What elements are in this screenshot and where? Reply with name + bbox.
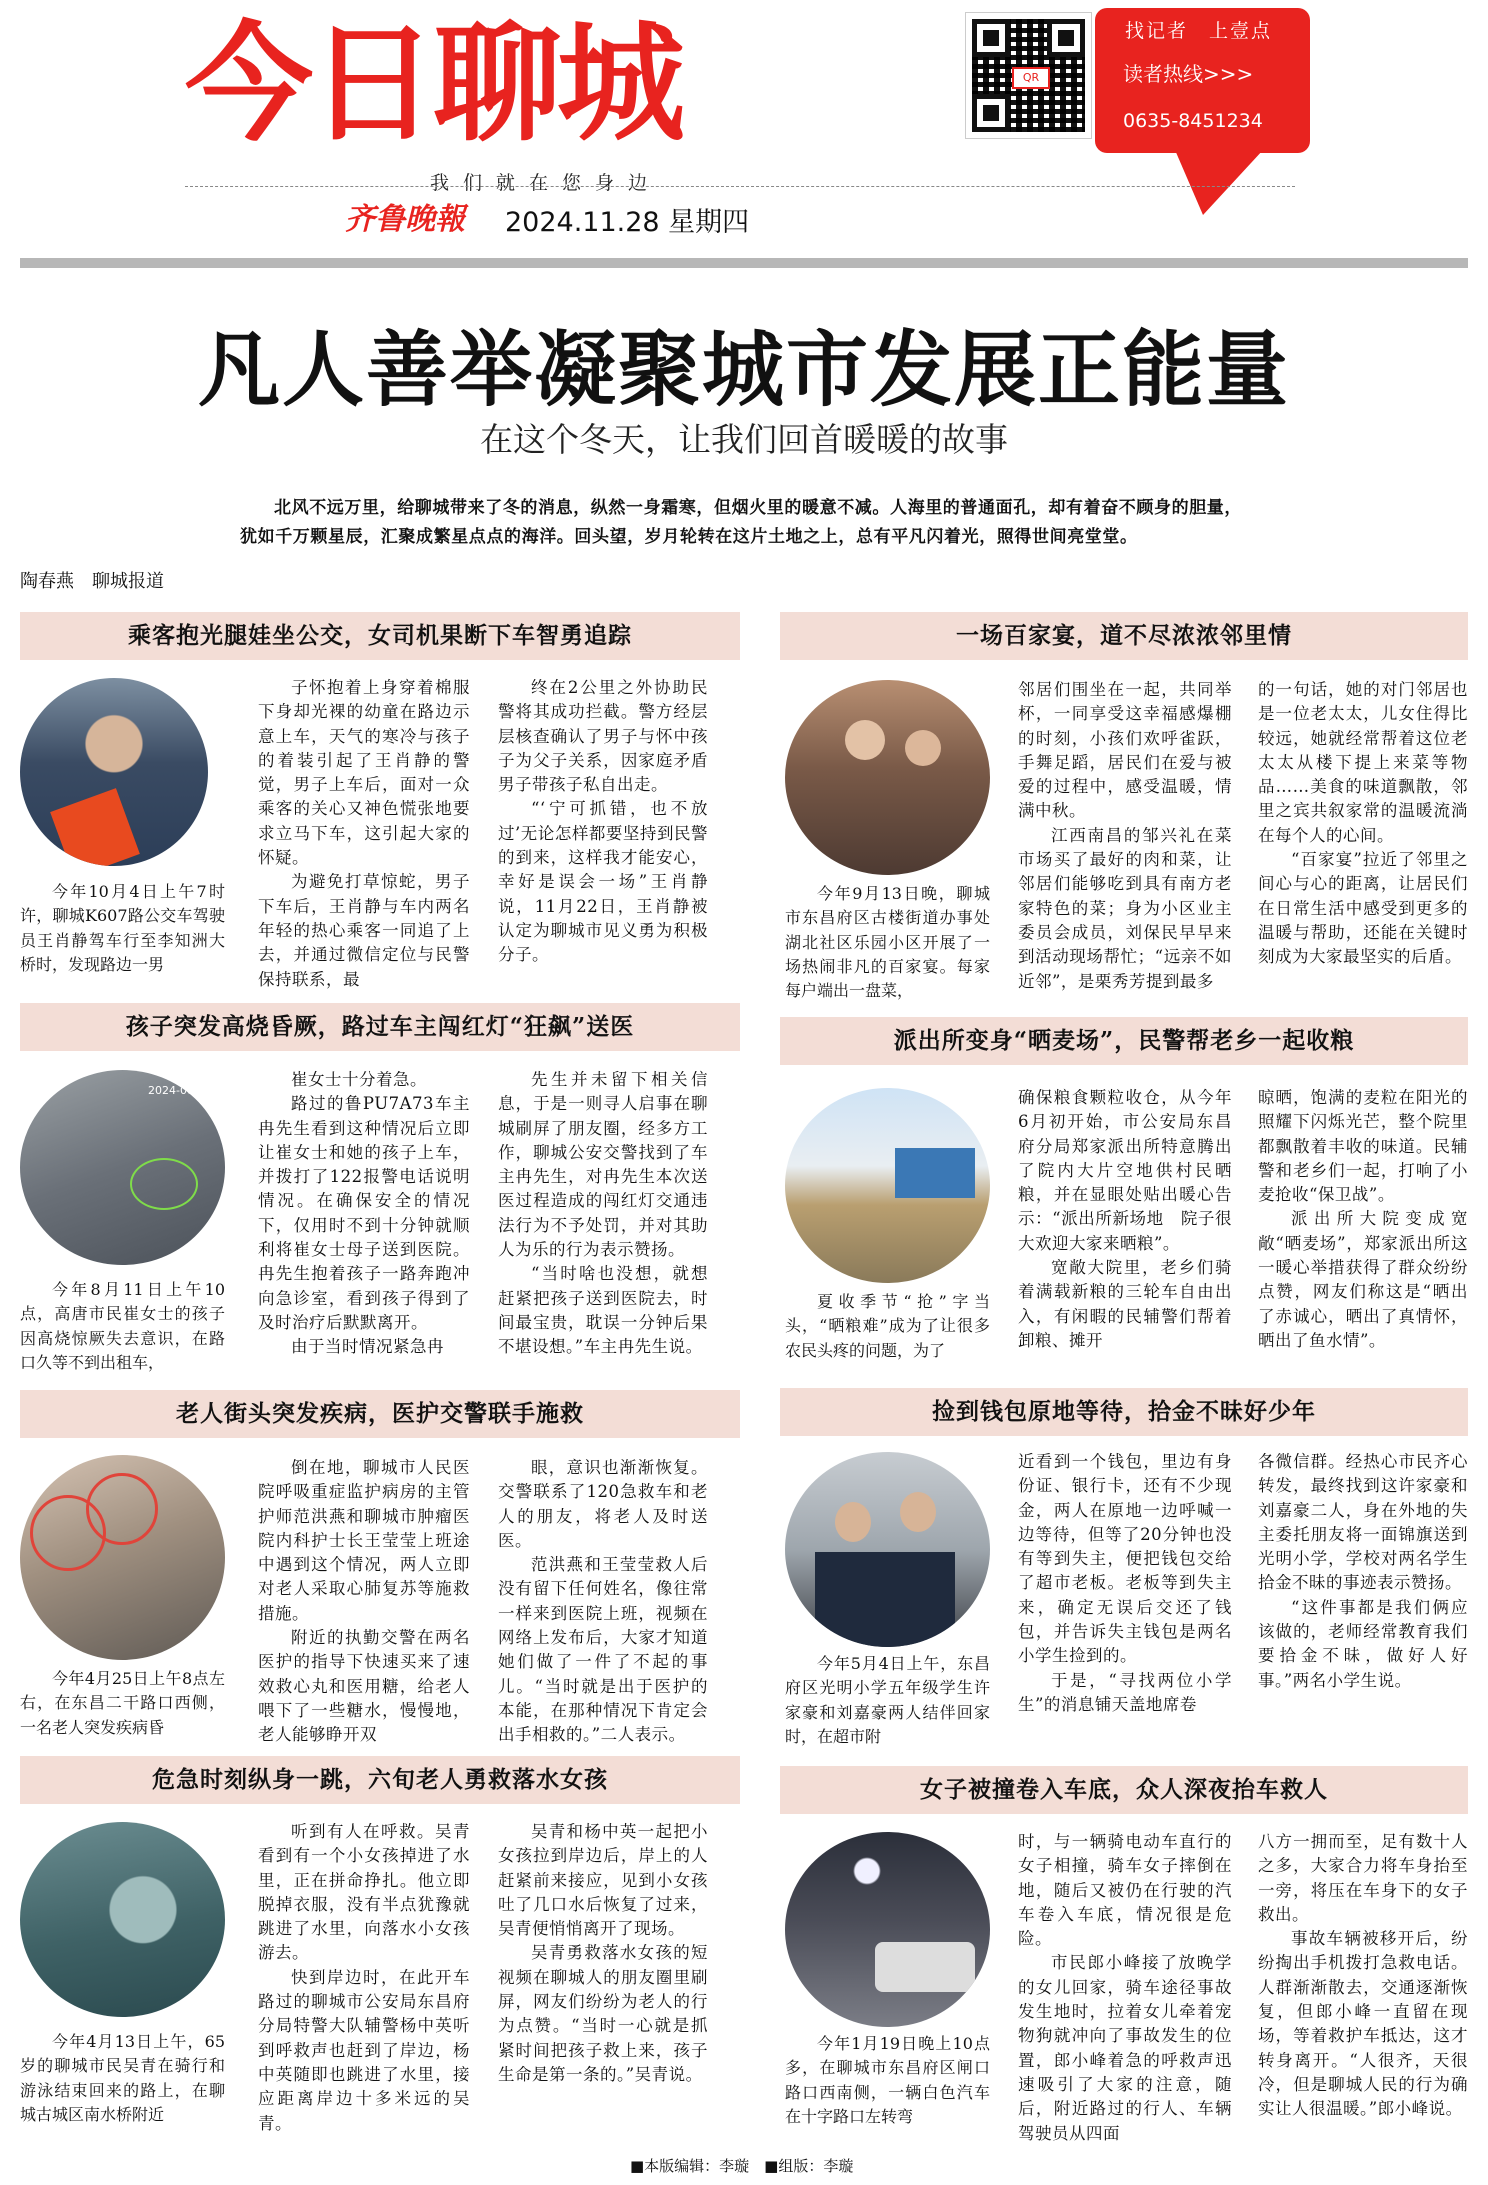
top-divider: [20, 258, 1468, 268]
story-title: 一场百家宴，道不尽浓浓邻里情: [956, 622, 1292, 649]
story-caption: 今年5月4日上午，东昌府区光明小学五年级学生许家豪和刘嘉豪两人结伴回家时，在超市附: [785, 1654, 990, 1746]
story-paragraph: 路过的鲁PU7A73车主冉先生看到这种情况后立即让崔女士和她的孩子上车，并拨打了122报警电话说明情况。在确保安全的情况下，仅用时不到十分钟就顺利将崔女士母子送到医院。冉先生抱着孩子一路奔跑冲向急诊室，看到孩子得到了及时治疗后默默离开。: [258, 1094, 470, 1332]
face-shape: [900, 1492, 936, 1532]
story-column-1: [258, 1456, 470, 1748]
story-column-1: [258, 1068, 470, 1360]
highlight-circle: [86, 1473, 158, 1545]
page-subheadline: 在这个冬天，让我们回首暖暖的故事: [480, 420, 1008, 459]
story-paragraph: 晾晒，饱满的麦粒在阳光的照耀下闪烁光芒，整个院里都飘散着丰收的味道。民辅警和老乡们一起，打响了小麦抢收“保卫战”。: [1258, 1088, 1468, 1205]
story-paragraph: 各微信群。经热心市民齐心转发，最终找到这许家豪和刘嘉豪二人，身在外地的失主委托朋友将一面锦旗送到光明小学，学校对两名学生拾金不昧的事迹表示赞扬。: [1258, 1452, 1468, 1593]
story-paragraph: “当时啥也没想，就想赶紧把孩子送到医院去，时间最宝贵，耽误一分钟后果不堪设想。”车主冉先生说。: [498, 1264, 708, 1357]
bubble-tail: [1175, 150, 1263, 215]
story-paragraph: 市民郎小峰接了放晚学的女儿回家，骑车途径事故发生地时，拉着女儿牵着宠物狗就冲向了事故发生的位置，郎小峰着急的呼救声迅速吸引了大家的注意，随后，附近路过的行人、车辆驾驶员从四面: [1018, 1953, 1232, 2143]
story-paragraph: 由于当时情况紧急冉: [291, 1337, 444, 1357]
story-column-1: [258, 676, 470, 992]
story-caption: 今年4月25日上午8点左右，在东昌二干路口西侧，一名老人突发疾病昏: [20, 1669, 225, 1737]
story-photo: [20, 1822, 225, 2017]
story-title: 危急时刻纵身一跳，六旬老人勇救落水女孩: [152, 1766, 608, 1793]
story-paragraph: 为避免打草惊蛇，男子下车后，王肖静与车内两名年轻的热心乘客一同追了上去，并通过微信定位与民警保持联系，最: [258, 872, 470, 989]
story-paragraph: 眼，意识也渐渐恢复。交警联系了120急救车和老人的朋友，将老人及时送医。: [498, 1458, 708, 1550]
page-headline: 凡人善举凝聚城市发展正能量: [197, 322, 1290, 418]
story-paragraph: 子怀抱着上身穿着棉服下身却光裸的幼童在路边示意上车，天气的寒冷与孩子的着装引起了王肖静的警觉，男子上车后，面对一众乘客的关心又神色慌张地要求立马下车，这引起大家的怀疑。: [258, 678, 470, 868]
story-column-2: [498, 1068, 708, 1360]
story-paragraph: 确保粮食颗粒收仓，从今年6月初开始，市公安局东昌府分局郑家派出所特意腾出了院内大片空地供村民晒粮，并在显眼处贴出暖心告示：“派出所新场地 院子很大欢迎大家来晒粮”。: [1018, 1088, 1232, 1253]
intro-paragraph: 北风不远万里，给聊城带来了冬的消息，纵然一身霜寒，但烟火里的暖意不减。人海里的普通面孔，却有着奋不顾身的胆量，犹如千万颗星辰，汇聚成繁星点点的海洋。回头望，岁月轮转在这片土地之上，总有平凡闪着光，照得世间亮堂堂。: [240, 498, 1242, 547]
story-paragraph: 吴青勇救落水女孩的短视频在聊城人的朋友圈里刷屏，网友们纷纷为老人的行为点赞。“当时一心就是抓紧时间把孩子救上来，孩子生命是第一条的。”吴青说。: [498, 1943, 708, 2084]
byline: 陶春燕 聊城报道: [20, 571, 164, 592]
story-photo: [785, 1832, 990, 2027]
story-paragraph: 派出所大院变成宽敞“晒麦场”，郑家派出所这一暖心举措获得了群众纷纷点赞，网友们称这是“晒出了赤诚心，晒出了真情怀，晒出了鱼水情”。: [1258, 1209, 1468, 1350]
paper-name: 齐鲁晚報: [345, 202, 465, 237]
story-paragraph: 时，与一辆骑电动车直行的女子相撞，骑车女子摔倒在地，随后又被仍在行驶的汽车卷入车底，情况很是危险。: [1018, 1832, 1232, 1949]
masthead-slogan: 我们就在您身边: [430, 172, 662, 194]
story-caption: 夏收季节“抢”字当头，“晒粮难”成为了让很多农民头疼的问题，为了: [785, 1292, 990, 1360]
story-paragraph: “‘宁可抓错，也不放过’无论怎样都要坚持到民警的到来，这样我才能安心，幸好是误会一场”王肖静说，11月22日，王肖静被认定为聊城市见义勇为积极分子。: [498, 799, 708, 965]
photo-timestamp: 2024-08: [148, 1084, 194, 1097]
story-title: 孩子突发高烧昏厥，路过车主闯红灯“狂飙”送医: [125, 1013, 635, 1040]
page-footer: ■本版编辑：李璇 ■组版：李璇: [630, 2157, 854, 2175]
story-paragraph: 江西南昌的邹兴礼在菜市场买了最好的肉和菜，让邻居们能够吃到具有南方老家特色的菜；身为小区业主委员会成员，刘保民早早来到活动现场帮忙；“远亲不如近邻”，是栗秀芳提到最多: [1018, 825, 1232, 991]
story-photo: [785, 1452, 990, 1647]
story-paragraph: 事故车辆被移开后，纷纷掏出手机拨打急救电话。人群渐渐散去，交通逐渐恢复，但郎小峰一直留在现场，等着救护车抵达，这才转身离开。“人很齐，天很冷，但是聊城人民的行为确实让人很温暖。”郎小峰说。: [1258, 1929, 1468, 2119]
story-header: [780, 1388, 1468, 1436]
story-caption: 今年9月13日晚，聊城市东昌府区古楼街道办事处湖北社区乐园小区开展了一场热闹非凡的百家宴。每家每户端出一盘菜，: [785, 884, 990, 1001]
story-paragraph: 崔女士十分着急。: [291, 1070, 427, 1089]
story-paragraph: 邻居们围坐在一起，共同举杯，一同享受这幸福感爆棚的时刻，小孩们欢呼雀跃，手舞足蹈，居民们在爱与被爱的过程中，感受温暖，情满中秋。: [1018, 680, 1232, 821]
masthead-title: 今日聊城: [185, 10, 682, 159]
hotline-bubble: [1095, 8, 1310, 153]
story-caption: 今年1月19日晚上10点多，在聊城市东昌府区闸口路口西南侧，一辆白色汽车在十字路口左转弯: [785, 2034, 990, 2126]
story-column-2: [1258, 1450, 1468, 1693]
issue-date: 2024.11.28 星期四: [505, 207, 750, 238]
story-paragraph: 附近的执勤交警在两名医护的指导下快速买来了速效救心丸和医用糖，给老人喂下了一些糖水，慢慢地，老人能够睁开双: [258, 1628, 470, 1745]
story-title: 乘客抱光腿娃坐公交，女司机果断下车智勇追踪: [128, 622, 632, 649]
story-paragraph: 宽敞大院里，老乡们骑着满载新粮的三轮车自由出入，有闲暇的民辅警们帮着卸粮、摊开: [1018, 1258, 1232, 1350]
story-paragraph: 听到有人在呼救。吴青看到有一个小女孩掉进了水里，正在拼命挣扎。他立即脱掉衣服，没有半点犹豫就跳进了水里，向落水小女孩游去。: [258, 1822, 470, 1963]
story-photo: [20, 1455, 225, 1660]
story-column-2: [1258, 678, 1468, 970]
bubble-hotline-label: 读者热线>>>: [1123, 62, 1254, 86]
face-shape: [835, 1502, 871, 1542]
face-shape: [905, 730, 941, 766]
story-column-2: [498, 1820, 708, 2087]
story-column-2: [498, 676, 708, 968]
uniform-shape: [815, 1552, 955, 1647]
bubble-slogan: 找记者 上壹点: [1125, 20, 1273, 42]
story-caption: 今年8月11日上午10点，高唐市民崔女士的孩子因高烧惊厥失去意识，在路口久等不到出租车，: [20, 1280, 225, 1372]
story-caption: 今年10月4日上午7时许，聊城K607路公交车驾驶员王肖静驾车行至李知洲大桥时，发现路边一男: [20, 882, 225, 974]
story-paragraph: 的一句话，她的对门邻居也是一位老太太，儿女住得比较远，她就经常帮着这位老太太从楼下提上来菜等物品……美食的味道飘散，邻里之宾共叙家常的温暖流淌在每个人的心间。: [1258, 680, 1468, 845]
story-photo: [20, 1070, 225, 1265]
story-paragraph: 倒在地，聊城市人民医院呼吸重症监护病房的主管护师范洪燕和聊城市肿瘤医院内科护士长王莹莹上班途中遇到这个情况，两人立即对老人采取心肺复苏等施救措施。: [258, 1458, 470, 1623]
highlight-circle: [130, 1158, 198, 1210]
story-paragraph: “百家宴”拉近了邻里之间心与心的距离，让居民们在日常生活中感受到更多的温暖与帮助，还能在关键时刻成为大家最坚实的后盾。: [1258, 850, 1468, 967]
story-header: [20, 1390, 740, 1438]
story-title: 捡到钱包原地等待，拾金不昧好少年: [932, 1398, 1316, 1425]
story-header: [20, 612, 740, 660]
story-caption: 今年4月13日上午，65岁的聊城市民吴青在骑行和游泳结束回来的路上，在聊城古城区南水桥附近: [20, 2032, 225, 2124]
masthead-rule: [185, 186, 1295, 187]
story-column-1: [1018, 1450, 1232, 1717]
story-column-2: [1258, 1086, 1468, 1353]
story-paragraph: “这件事都是我们俩应该做的，老师经常教育我们要拾金不昧，做好人好事。”两名小学生说。: [1258, 1597, 1468, 1690]
story-column-1: [1018, 678, 1232, 994]
story-header: [780, 1766, 1468, 1814]
armband-shape: [50, 788, 140, 866]
story-paragraph: 终在2公里之外协助民警将其成功拦截。警方经层层核查确认了男子与怀中孩子为父子关系，因家庭矛盾男子带孩子私自出走。: [498, 678, 708, 795]
story-column-2: [1258, 1830, 1468, 2122]
story-paragraph: 先生并未留下相关信息，于是一则寻人启事在聊城刷屏了朋友圈，经多方工作，聊城公安交警找到了车主冉先生，对冉先生本次送医过程造成的闯红灯交通违法行为不予处罚，并对其助人为乐的行为表示赞扬。: [498, 1070, 708, 1260]
car-shape: [875, 1942, 975, 1992]
story-photo: [785, 1088, 990, 1283]
story-column-2: [498, 1456, 708, 1748]
story-photo: [785, 680, 990, 875]
story-photo: [20, 678, 208, 866]
truck-shape: [895, 1148, 975, 1198]
qr-logo: QR: [1012, 67, 1050, 89]
story-header: [20, 1756, 740, 1804]
story-header: [20, 1003, 740, 1051]
story-header: [780, 612, 1468, 660]
story-paragraph: 吴青和杨中英一起把小女孩拉到岸边后，岸上的人赶紧前来接应，见到小女孩吐了几口水后恢复了过来，吴青便悄悄离开了现场。: [498, 1822, 708, 1939]
story-column-1: [1018, 1086, 1232, 1353]
story-paragraph: 范洪燕和王莹莹救人后没有留下任何姓名，像往常一样来到医院上班，视频在网络上发布后，大家才知道她们做了一件了不起的事儿。“当时就是出于医护的本能，在那种情况下肯定会出手相救的。”二人表示。: [498, 1555, 708, 1745]
story-paragraph: 于是，“寻找两位小学生”的消息铺天盖地席卷: [1018, 1670, 1232, 1714]
story-paragraph: 近看到一个钱包，里边有身份证、银行卡，还有不少现金，两人在原地一边呼喊一边等待，但等了20分钟也没有等到失主，便把钱包交给了超市老板。老板等到失主来，确定无误后交还了钱包，并告诉失主钱包是两名小学生捡到的。: [1018, 1452, 1232, 1666]
story-paragraph: 快到岸边时，在此开车路过的聊城市公安局东昌府分局特警大队辅警杨中英听到呼救声也赶到了岸边，杨中英随即也跳进了水里，接应距离岸边十多米远的吴青。: [258, 1967, 470, 2133]
bubble-phone: 0635-8451234: [1123, 110, 1263, 132]
story-title: 派出所变身“晒麦场”，民警帮老乡一起收粮: [893, 1027, 1355, 1054]
face-shape: [845, 720, 885, 760]
story-title: 女子被撞卷入车底，众人深夜抬车救人: [920, 1776, 1328, 1803]
qr-code[interactable]: [965, 12, 1092, 139]
story-paragraph: 八方一拥而至，足有数十人之多，大家合力将车身抬至一旁，将压在车身下的女子救出。: [1258, 1832, 1468, 1924]
story-column-1: [1018, 1830, 1232, 2146]
story-header: [780, 1017, 1468, 1065]
story-title: 老人街头突发疾病，医护交警联手施救: [176, 1400, 584, 1427]
story-column-1: [258, 1820, 470, 2136]
